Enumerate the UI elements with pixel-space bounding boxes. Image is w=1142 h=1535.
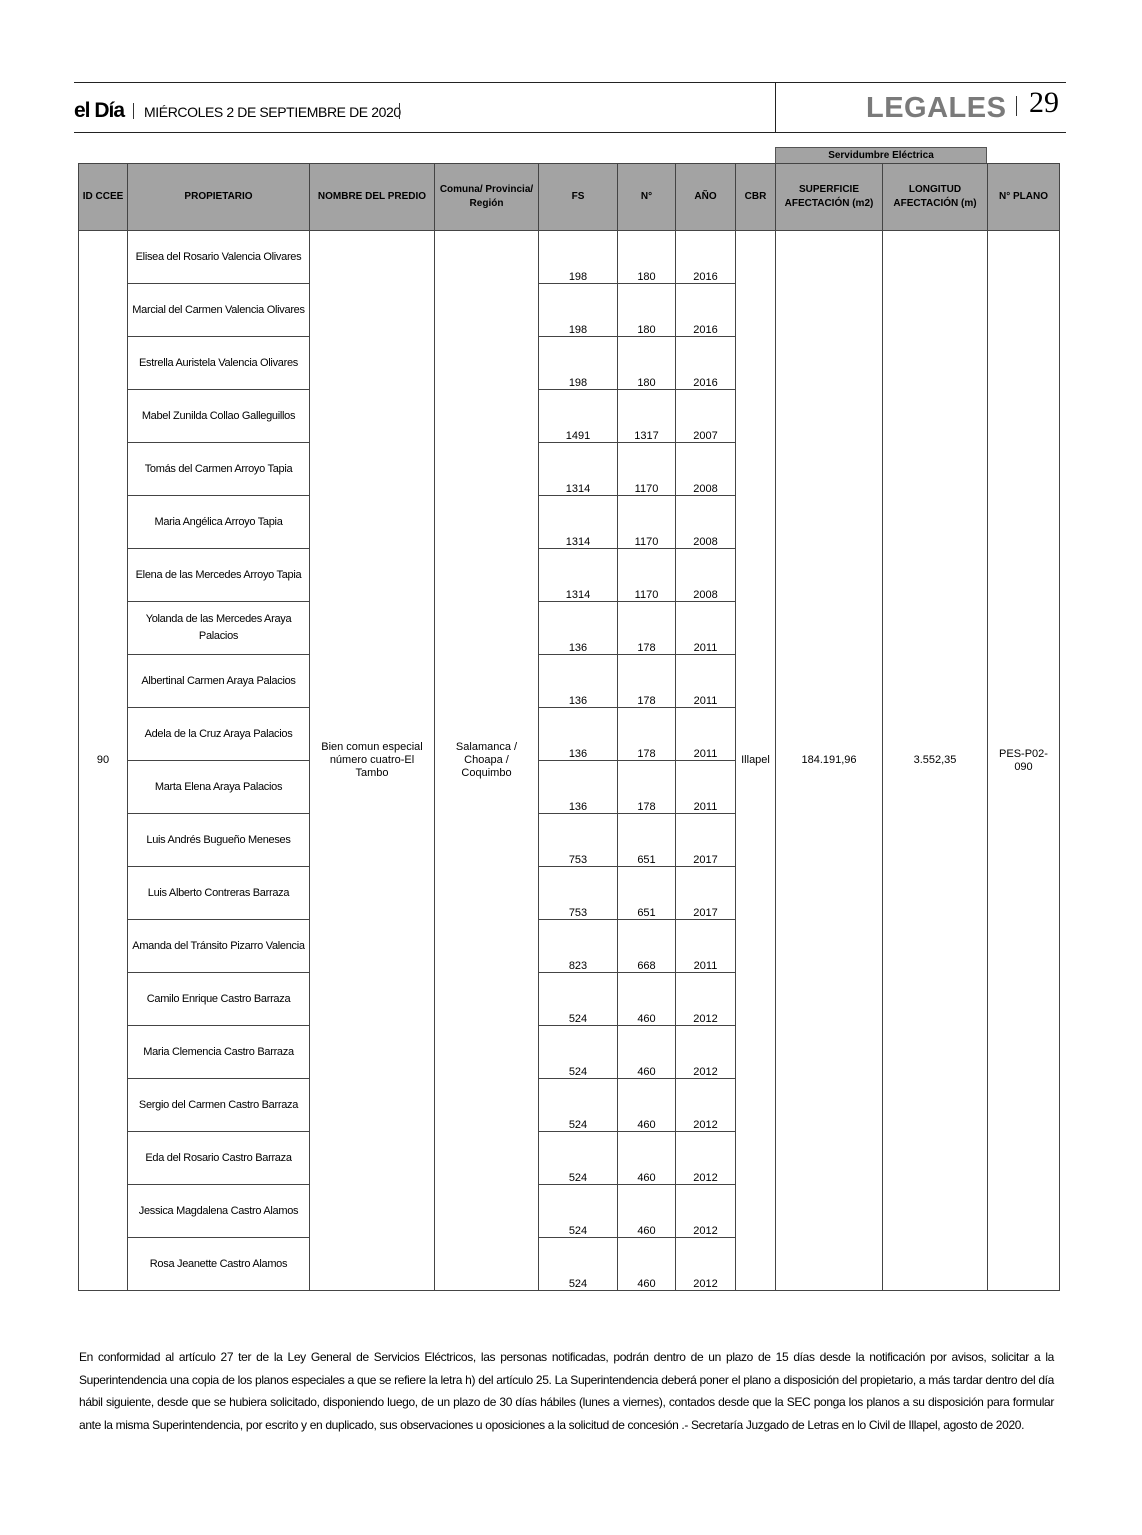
numero-cell: 178 [618,655,676,708]
longitud-cell [883,231,988,1291]
fs-cell: 1491 [539,390,618,443]
legal-notice: En conformidad al artículo 27 ter de la Ley General de Servicios Eléctricos, las personas notificadas, podrán dentro de un plazo de 15 días desde la notificación por avisos, solicitar a la Superintendencia una copia de los planos especiales a que se refiere la letra h) del artículo 25. La Superintendencia deberá poner el plano a disposición del propietario, a más tardar dentro del día hábil siguiente, desde que se hubiera solicitado, disponiendo luego, de un plazo de 30 días hábiles (lunes a viernes), contados desde que la SEC ponga los planos a su disposición para formular ante la misma Superintendencia, por escrito y en duplicado, sus observaciones u oposiciones a la solicitud de concesión .- Secretaría Juzgado de Letras en lo Civil de Illapel, agosto de 2020. [79,1350,1054,1432]
header-top-rule [74,82,1066,83]
owner-cell: Adela de la Cruz Araya Palacios [128,708,310,761]
predio-cell [310,231,435,1291]
year-cell: 2016 [676,337,736,390]
col-nombre-predio: NOMBRE DEL PREDIO [310,164,435,231]
fs-cell: 524 [539,1238,618,1291]
header-bottom-rule [74,132,1066,133]
header-divider [775,82,776,132]
owner-cell: Elisea del Rosario Valencia Olivares [128,231,310,284]
numero-cell: 460 [618,1079,676,1132]
table-row [79,231,1060,284]
owner-cell: Maria Clemencia Castro Barraza [128,1026,310,1079]
numero-cell: 178 [618,708,676,761]
section-separator [1016,96,1017,116]
owner-cell: Amanda del Tránsito Pizarro Valencia [128,920,310,973]
fs-cell: 1314 [539,443,618,496]
fs-cell: 753 [539,867,618,920]
year-cell: 2012 [676,1026,736,1079]
numero-cell: 1170 [618,496,676,549]
year-cell: 2012 [676,1238,736,1291]
owner-cell: Marcial del Carmen Valencia Olivares [128,284,310,337]
plano-cell-text: PES-P02-090 [999,747,1048,773]
superficie-cell-text: 184.191,96 [801,754,857,766]
newspaper-logo: el Día [74,99,125,122]
year-cell: 2011 [676,708,736,761]
fs-cell: 823 [539,920,618,973]
fs-cell: 524 [539,1185,618,1238]
year-cell: 2008 [676,443,736,496]
year-cell: 2011 [676,602,736,655]
fs-cell: 198 [539,284,618,337]
fs-cell: 524 [539,1132,618,1185]
page-number: 29 [1029,86,1059,119]
id-ccee-cell [79,231,128,1291]
owner-cell: Estrella Auristela Valencia Olivares [128,337,310,390]
numero-cell: 651 [618,867,676,920]
owner-cell: Maria Angélica Arroyo Tapia [128,496,310,549]
owner-cell: Luis Andrés Bugueño Meneses [128,814,310,867]
year-cell: 2011 [676,761,736,814]
year-cell: 2012 [676,1185,736,1238]
easement-table [78,163,1060,1291]
numero-cell: 180 [618,337,676,390]
fs-cell: 136 [539,708,618,761]
year-cell: 2012 [676,1132,736,1185]
cbr-cell [736,231,776,1291]
fs-cell: 753 [539,814,618,867]
fs-cell: 524 [539,1026,618,1079]
owner-cell: Elena de las Mercedes Arroyo Tapia [128,549,310,602]
longitud-cell-text: 3.552,35 [913,754,957,766]
owner-cell: Mabel Zunilda Collao Galleguillos [128,390,310,443]
fs-cell: 198 [539,231,618,284]
owner-cell: Tomás del Carmen Arroyo Tapia [128,443,310,496]
date-separator [399,103,400,119]
predio-cell-text: Bien comun especial número cuatro-El Tambo [321,741,423,779]
numero-cell: 178 [618,761,676,814]
section-title: LEGALES [866,92,1007,124]
owner-cell: Luis Alberto Contreras Barraza [128,867,310,920]
year-cell: 2008 [676,549,736,602]
owner-cell: Marta Elena Araya Palacios [128,761,310,814]
col-id-ccee: ID CCEE [79,164,128,231]
fs-cell: 524 [539,1079,618,1132]
col-propietario: PROPIETARIO [128,164,310,231]
group-header-servidumbre: Servidumbre Eléctrica [775,147,987,164]
owner-cell: Eda del Rosario Castro Barraza [128,1132,310,1185]
col-plano: N° PLANO [988,164,1060,231]
numero-cell: 460 [618,1026,676,1079]
numero-cell: 180 [618,284,676,337]
numero-cell: 460 [618,1185,676,1238]
year-cell: 2008 [676,496,736,549]
year-cell: 2016 [676,284,736,337]
numero-cell: 651 [618,814,676,867]
col-cbr: CBR [736,164,776,231]
col-numero: N° [618,164,676,231]
fs-cell: 136 [539,602,618,655]
year-cell: 2011 [676,920,736,973]
col-longitud: LONGITUD AFECTACIÓN (m) [883,164,988,231]
year-cell: 2016 [676,231,736,284]
owner-cell: Camilo Enrique Castro Barraza [128,973,310,1026]
year-cell: 2012 [676,973,736,1026]
cbr-cell-text: Illapel [741,754,770,766]
col-superficie: SUPERFICIE AFECTACIÓN (m2) [776,164,883,231]
year-cell: 2017 [676,867,736,920]
numero-cell: 668 [618,920,676,973]
numero-cell: 460 [618,1132,676,1185]
owner-cell: Yolanda de las Mercedes Araya Palacios [128,602,310,655]
col-ano: AÑO [676,164,736,231]
fs-cell: 1314 [539,549,618,602]
logo-separator [133,103,134,119]
issue-date: MIÉRCOLES 2 DE SEPTIEMBRE DE 2020 [144,104,401,120]
table-body [79,231,1060,1291]
comuna-cell-text: Salamanca / Choapa / Coquimbo [455,741,518,779]
fs-cell: 136 [539,761,618,814]
numero-cell: 460 [618,973,676,1026]
year-cell: 2007 [676,390,736,443]
numero-cell: 1170 [618,549,676,602]
numero-cell: 1317 [618,390,676,443]
numero-cell: 178 [618,602,676,655]
id-ccee-cell-text: 90 [96,754,110,766]
fs-cell: 198 [539,337,618,390]
year-cell: 2017 [676,814,736,867]
owner-cell: Sergio del Carmen Castro Barraza [128,1079,310,1132]
year-cell: 2012 [676,1079,736,1132]
col-comuna: Comuna/ Provincia/ Región [435,164,539,231]
plano-cell [988,231,1060,1291]
superficie-cell [776,231,883,1291]
col-fs: FS [539,164,618,231]
fs-cell: 1314 [539,496,618,549]
table-header-row [79,164,1060,231]
year-cell: 2011 [676,655,736,708]
numero-cell: 1170 [618,443,676,496]
comuna-cell [435,231,539,1291]
fs-cell: 136 [539,655,618,708]
numero-cell: 460 [618,1238,676,1291]
owner-cell: Jessica Magdalena Castro Alamos [128,1185,310,1238]
numero-cell: 180 [618,231,676,284]
owner-cell: Albertinal Carmen Araya Palacios [128,655,310,708]
fs-cell: 524 [539,973,618,1026]
owner-cell: Rosa Jeanette Castro Alamos [128,1238,310,1291]
